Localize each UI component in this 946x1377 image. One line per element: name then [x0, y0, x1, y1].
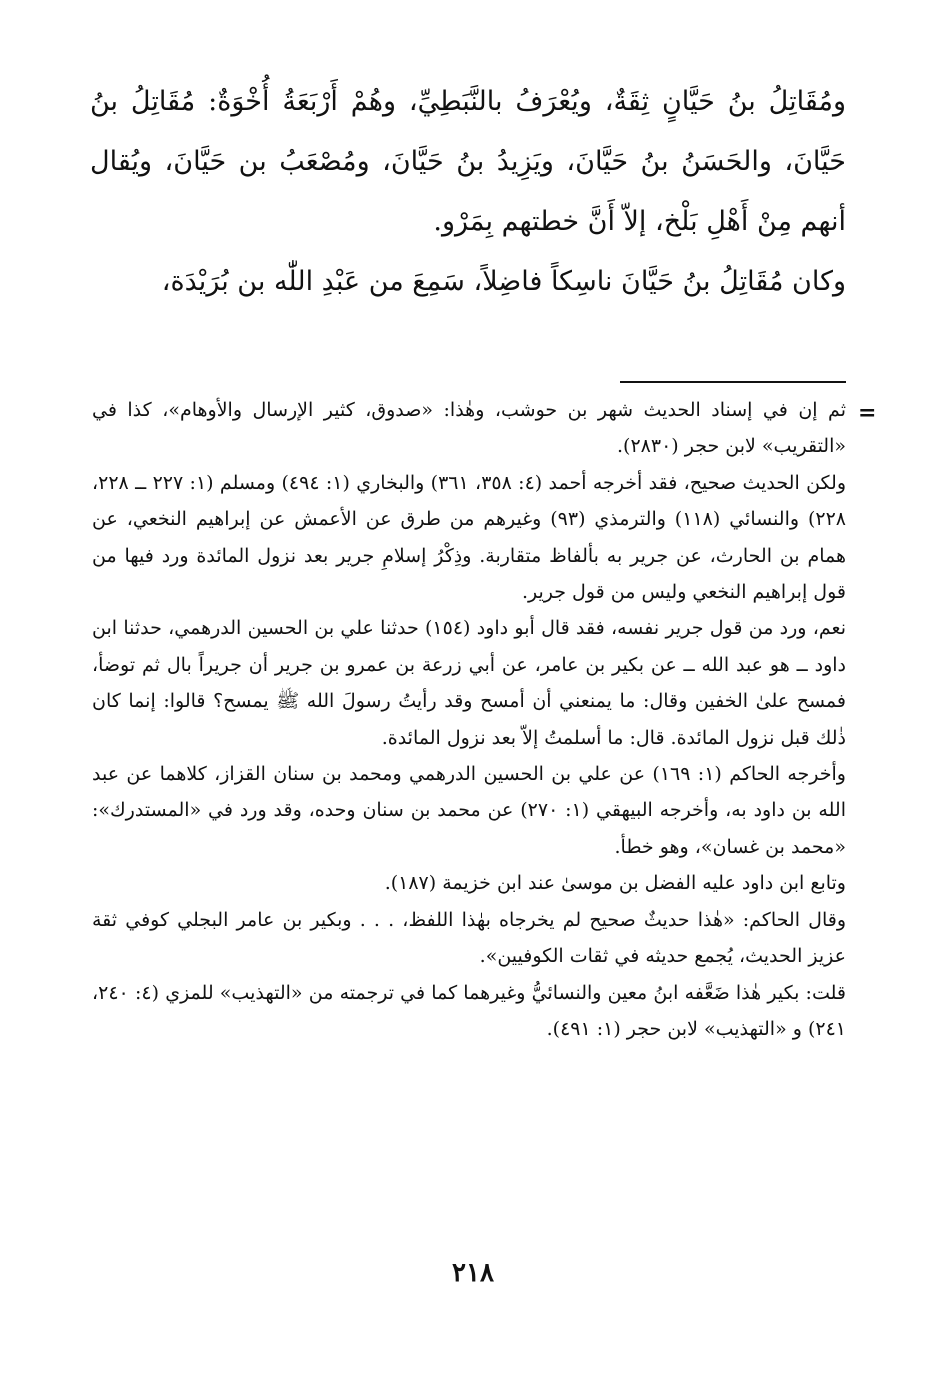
main-text: [90, 72, 846, 312]
footnote-paragraph-7: قلت: بكير هٰذا ضَعَّفه ابنُ معين والنسائيُّ وغيرهما كما في ترجمته من «التهذيب» للمزي (٤: ٢٤٠، ٢٤١) و «التهذيب» لابن حجر (١: ٤٩١).: [92, 981, 846, 1040]
main-paragraph-1: ومُقَاتِلُ بنُ حَيَّانٍ ثِقَةٌ، ويُعْرَفُ بالنَّبَطِيِّ، وهُمْ أَرْبَعَةُ أُخْوَةٌ: مُقَاتِلُ بنُ حَيَّانَ، والحَسَنُ بنُ حَيَّانَ، ويَزِيدُ بنُ حَيَّانَ، ومُصْعَبُ بن حَيَّانَ، ويُقال أنهم مِنْ أَهْلِ بَلْخ، إلاّ أَنَّ خطتهم بِمَرْو.: [90, 86, 846, 237]
footnote-paragraph-6: وقال الحاكم: «هٰذا حديثٌ صحيح لم يخرجاه بهٰذا اللفظ، . . . وبكير بن عامر البجلي كوفي ثقة عزيز الحديث، يُجمع حديثه في ثقات الكوفيين».: [92, 908, 846, 968]
footnote-separator: [620, 381, 846, 383]
footnote-paragraph-5: وتابع ابن داود عليه الفضل بن موسىٰ عند ابن خزيمة (١٨٧).: [384, 872, 846, 895]
footnotes: [92, 392, 846, 1047]
footnote-continuation-mark: =: [858, 400, 877, 426]
footnote-paragraph-1: ثم إن في إسناد الحديث شهر بن حوشب، وهٰذا: «صدوق، كثير الإرسال والأوهام»، كذا في «التقريب» لابن حجر (٢٨٣٠).: [92, 399, 846, 458]
footnote-paragraph-2: ولكن الحديث صحيح، فقد أخرجه أحمد (٤: ٣٥٨، ٣٦١) والبخاري (١: ٤٩٤) ومسلم (١: ٢٢٧ ــ ٢٢٨، ٢٢٨) والنسائي (١١٨) والترمذي (٩٣) وغيرهم من طرق عن الأعمش عن إبراهيم النخعي، عن همام بن الحارث، عن جرير به بألفاظ متقاربة. وذِكْرُ إسلامِ جرير بعد نزول المائدة ورد فيها من قول إبراهيم النخعي وليس من قول جرير.: [92, 471, 846, 604]
footnote-paragraph-3: نعم، ورد من قول جرير نفسه، فقد قال أبو داود (١٥٤) حدثنا علي بن الحسين الدرهمي، حدثنا ابن داود ــ هو عبد الله ــ عن بكير بن عامر، عن أبي زرعة بن عمرو بن جرير أن جريراً بال ثم توضأ، فمسح علىٰ الخفين وقال: ما يمنعني أن أمسح وقد رأيتُ رسولَ الله ﷺ يمسح؟ قالوا: إنما كان ذٰلك قبل نزول المائدة. قال: ما أسلمتُ إلاّ بعد نزول المائدة.: [92, 617, 846, 749]
main-paragraph-2: وكان مُقَاتِلُ بنُ حَيَّانَ ناسِكاً فاضِلاً، سَمِعَ من عَبْدِ اللّٰه بن بُرَيْدَة،: [161, 266, 846, 297]
footnote-paragraph-4: وأخرجه الحاكم (١: ١٦٩) عن علي بن الحسين الدرهمي ومحمد بن سنان القزاز، كلاهما عن عبد الله بن داود به، وأخرجه البيهقي (١: ٢٧٠) عن محمد بن سنان وحده، وقد ورد في «المستدرك»: «محمد بن غسان»، وهو خطأ.: [92, 763, 846, 858]
page-number: ٢١٨: [452, 1258, 494, 1288]
